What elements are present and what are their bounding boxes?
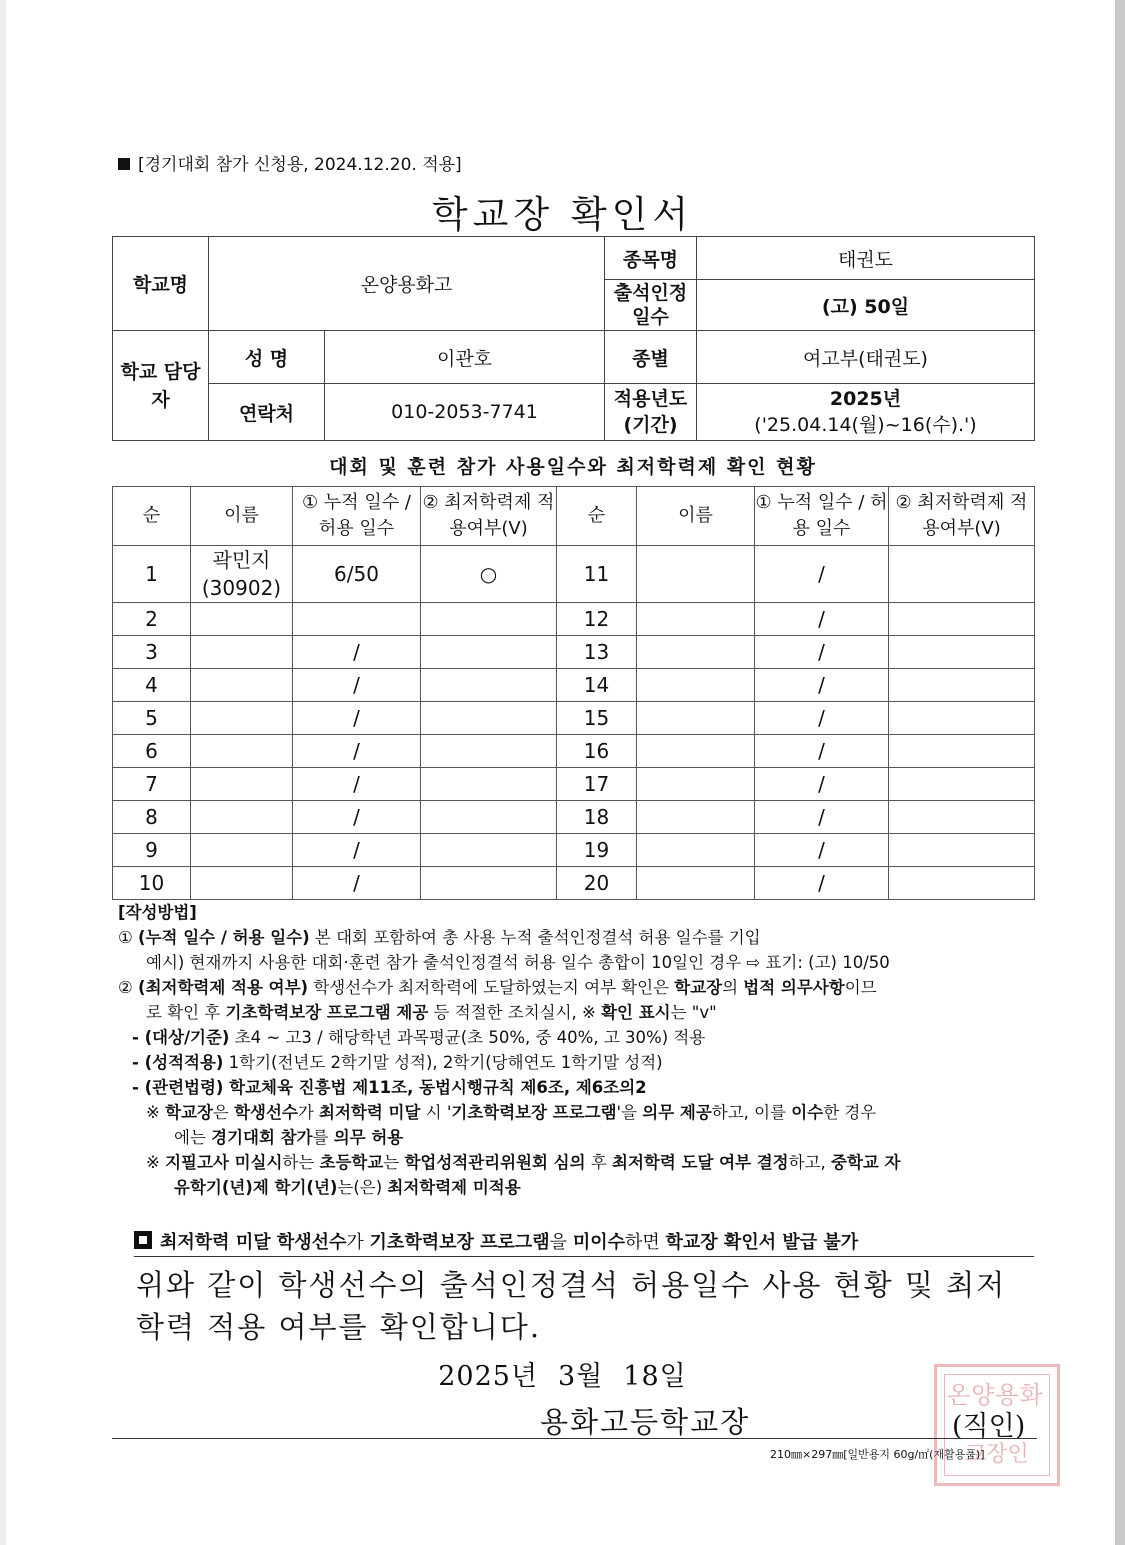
seal-text-bottom: 교장인 xyxy=(965,1442,1029,1467)
cell-name-l xyxy=(191,768,293,801)
cell-name-r xyxy=(637,603,755,636)
cell-min-r xyxy=(889,801,1035,834)
notice-line: 최저학력 미달 학생선수가 기초학력보장 프로그램을 미이수하면 학교장 확인서 발급 불가 xyxy=(134,1228,1034,1257)
col-days: ① 누적 일수 / 허용 일수 xyxy=(293,487,421,546)
category-value: 여고부(태권도) xyxy=(697,331,1035,384)
cell-no-l: 4 xyxy=(113,669,191,702)
cell-days-r: / xyxy=(755,768,889,801)
cell-name-l xyxy=(191,801,293,834)
method-line: - (성적적용) 1학기(전년도 2학기말 성적), 2학기(당해연도 1학기말 성적) xyxy=(132,1053,663,1072)
manager-label: 학교 담당자 xyxy=(113,331,209,441)
col-name: 이름 xyxy=(637,487,755,546)
cell-min-r xyxy=(889,702,1035,735)
cell-days-l: / xyxy=(293,834,421,867)
col-minimum: ② 최저학력제 적용여부(V) xyxy=(421,487,557,546)
cell-days-l: / xyxy=(293,669,421,702)
cell-no-r: 16 xyxy=(557,735,637,768)
name-value: 이관호 xyxy=(325,331,605,384)
contact-label: 연락처 xyxy=(209,384,325,441)
table-row xyxy=(113,768,1035,801)
cell-min-l xyxy=(421,867,557,900)
cell-no-r: 19 xyxy=(557,834,637,867)
cell-no-l: 9 xyxy=(113,834,191,867)
cell-min-l xyxy=(421,834,557,867)
table-row xyxy=(113,867,1035,900)
cell-min-l xyxy=(421,735,557,768)
period-value: ('25.04.14(월)~16(수).') xyxy=(754,414,977,436)
col-no: 순 xyxy=(113,487,191,546)
attendance-value: (고) 50일 xyxy=(697,280,1035,331)
method-line: - (관련법령) 학교체육 진흥법 제11조, 동법시행규칙 제6조, 제6조의2 xyxy=(132,1078,647,1097)
cell-days-l: / xyxy=(293,768,421,801)
cell-name-r xyxy=(637,867,755,900)
confirm-statement: 위와 같이 학생선수의 출석인정결석 허용일수 사용 현황 및 최저학력 적용 여부를 확인합니다. xyxy=(136,1268,1007,1344)
cell-days-l: / xyxy=(293,636,421,669)
cell-name-l: 곽민지 (30902) xyxy=(191,546,293,603)
cell-no-r: 15 xyxy=(557,702,637,735)
table-heading: 대회 및 훈련 참가 사용일수와 최저학력제 확인 현황 xyxy=(329,456,817,478)
cell-no-r: 11 xyxy=(557,546,637,603)
cell-min-l xyxy=(421,801,557,834)
cell-no-l: 8 xyxy=(113,801,191,834)
table-row xyxy=(113,834,1035,867)
method-line: - (대상/기준) 초4 ~ 고3 / 해당학년 과목평균(초 50%, 중 40%, 고 30%) 적용 xyxy=(132,1028,706,1047)
col-days: ① 누적 일수 / 허용 일수 xyxy=(755,487,889,546)
info-table xyxy=(112,236,1035,441)
cell-days-r: / xyxy=(755,801,889,834)
cell-name-r xyxy=(637,801,755,834)
table-row xyxy=(113,735,1035,768)
form-tag: [경기대회 참가 신청용, 2024.12.20. 적용] xyxy=(118,150,462,175)
cell-days-r: / xyxy=(755,867,889,900)
cell-no-r: 13 xyxy=(557,636,637,669)
cell-no-l: 2 xyxy=(113,603,191,636)
method-line: 에는 경기대회 참가를 의무 허용 xyxy=(174,1128,404,1147)
cell-no-l: 10 xyxy=(113,867,191,900)
col-no: 순 xyxy=(557,487,637,546)
cell-name-r xyxy=(637,735,755,768)
method-line: 유학기(년)제 학기(년)는(은) 최저학력제 미적용 xyxy=(174,1178,521,1197)
cell-min-r xyxy=(889,735,1035,768)
cell-name-l xyxy=(191,603,293,636)
table-row xyxy=(113,546,1035,603)
cell-min-r xyxy=(889,834,1035,867)
cell-days-r: / xyxy=(755,702,889,735)
cell-name-r xyxy=(637,768,755,801)
name-label: 성 명 xyxy=(209,331,325,384)
cell-no-l: 7 xyxy=(113,768,191,801)
divider xyxy=(112,1438,1037,1439)
method-line: 예시) 현재까지 사용한 대회·훈련 참가 출석인정결석 허용 일수 총합이 10일인 경우 ⇨ 표기: (고) 10/50 xyxy=(146,953,890,972)
cell-name-r xyxy=(637,834,755,867)
paper-spec: 210㎜×297㎜[일반용지 60g/㎡(재활용품)] xyxy=(770,1448,985,1461)
table-row xyxy=(113,702,1035,735)
cell-no-r: 12 xyxy=(557,603,637,636)
cell-days-r: / xyxy=(755,735,889,768)
cell-name-l xyxy=(191,636,293,669)
cell-no-l: 6 xyxy=(113,735,191,768)
year-cell xyxy=(697,384,1035,441)
cell-no-r: 14 xyxy=(557,669,637,702)
writing-method xyxy=(118,900,1033,1200)
col-name: 이름 xyxy=(191,487,293,546)
cell-min-l xyxy=(421,603,557,636)
cell-name-l xyxy=(191,867,293,900)
method-line: ① (누적 일수 / 허용 일수) 본 대회 포함하여 총 사용 누적 출석인정결석 허용 일수를 기입 xyxy=(118,928,761,947)
school-label: 학교명 xyxy=(113,237,209,331)
cell-days-r: / xyxy=(755,636,889,669)
cell-days-l: / xyxy=(293,867,421,900)
category-label: 종별 xyxy=(605,331,697,384)
cell-min-l xyxy=(421,636,557,669)
cell-min-r xyxy=(889,603,1035,636)
cell-days-l: / xyxy=(293,801,421,834)
cell-name-r xyxy=(637,636,755,669)
document-title: 학교장 확인서 xyxy=(431,193,694,236)
cell-min-r xyxy=(889,669,1035,702)
cell-min-r xyxy=(889,768,1035,801)
year-label: 적용년도 (기간) xyxy=(605,384,697,441)
cell-min-r xyxy=(889,867,1035,900)
cell-name-l xyxy=(191,834,293,867)
event-label: 종목명 xyxy=(605,237,697,280)
cell-name-r xyxy=(637,702,755,735)
cell-days-r: / xyxy=(755,834,889,867)
method-line: ② (최저학력제 적용 여부) 학생선수가 최저학력에 도달하였는지 여부 확인은 학교장의 법적 의무사항이므 xyxy=(118,978,877,997)
issue-date: 2025년 3월 18일 xyxy=(438,1361,687,1392)
status-table xyxy=(112,486,1035,900)
method-line: ※ 학교장은 학생선수가 최저학력 미달 시 '기초학력보장 프로그램'을 의무 제공하고, 이를 이수한 경우 xyxy=(146,1103,877,1122)
cell-no-r: 17 xyxy=(557,768,637,801)
box-bullet-icon xyxy=(134,1231,152,1249)
cell-days-r: / xyxy=(755,603,889,636)
cell-days-l xyxy=(293,603,421,636)
event-value: 태권도 xyxy=(697,237,1035,280)
principal-name: 용화고등학교장 xyxy=(540,1405,751,1439)
method-line: 로 확인 후 기초학력보장 프로그램 제공 등 적절한 조치실시, ※ 확인 표시는 "v" xyxy=(146,1003,717,1022)
square-bullet-icon xyxy=(118,158,130,170)
cell-no-l: 3 xyxy=(113,636,191,669)
cell-name-r xyxy=(637,546,755,603)
cell-no-l: 1 xyxy=(113,546,191,603)
cell-no-l: 5 xyxy=(113,702,191,735)
cell-days-r: / xyxy=(755,546,889,603)
cell-min-l xyxy=(421,669,557,702)
cell-no-r: 18 xyxy=(557,801,637,834)
attendance-label: 출석인정 일수 xyxy=(605,280,697,331)
seal-text-top: 온양용화 xyxy=(947,1381,1044,1409)
table-row xyxy=(113,603,1035,636)
cell-min-l xyxy=(421,768,557,801)
year-value: 2025년 xyxy=(829,388,902,410)
table-row xyxy=(113,636,1035,669)
cell-name-l xyxy=(191,735,293,768)
cell-name-l xyxy=(191,702,293,735)
contact-value: 010-2053-7741 xyxy=(325,384,605,441)
cell-min-r xyxy=(889,546,1035,603)
seal-mark: (직인) xyxy=(952,1411,1026,1442)
col-minimum: ② 최저학력제 적용여부(V) xyxy=(889,487,1035,546)
cell-days-l: / xyxy=(293,735,421,768)
cell-min-r xyxy=(889,636,1035,669)
table-row xyxy=(113,669,1035,702)
school-value: 온양용화고 xyxy=(209,237,605,331)
method-title: [작성방법] xyxy=(118,903,197,922)
cell-name-l xyxy=(191,669,293,702)
cell-min-l xyxy=(421,702,557,735)
cell-days-r: / xyxy=(755,669,889,702)
cell-days-l: 6/50 xyxy=(293,546,421,603)
table-row xyxy=(113,801,1035,834)
method-line: ※ 지필고사 미실시하는 초등학교는 학업성적관리위원회 심의 후 최저학력 도달 여부 결정하고, 중학교 자 xyxy=(146,1153,901,1172)
cell-name-r xyxy=(637,669,755,702)
cell-days-l: / xyxy=(293,702,421,735)
cell-min-l: ○ xyxy=(421,546,557,603)
cell-no-r: 20 xyxy=(557,867,637,900)
